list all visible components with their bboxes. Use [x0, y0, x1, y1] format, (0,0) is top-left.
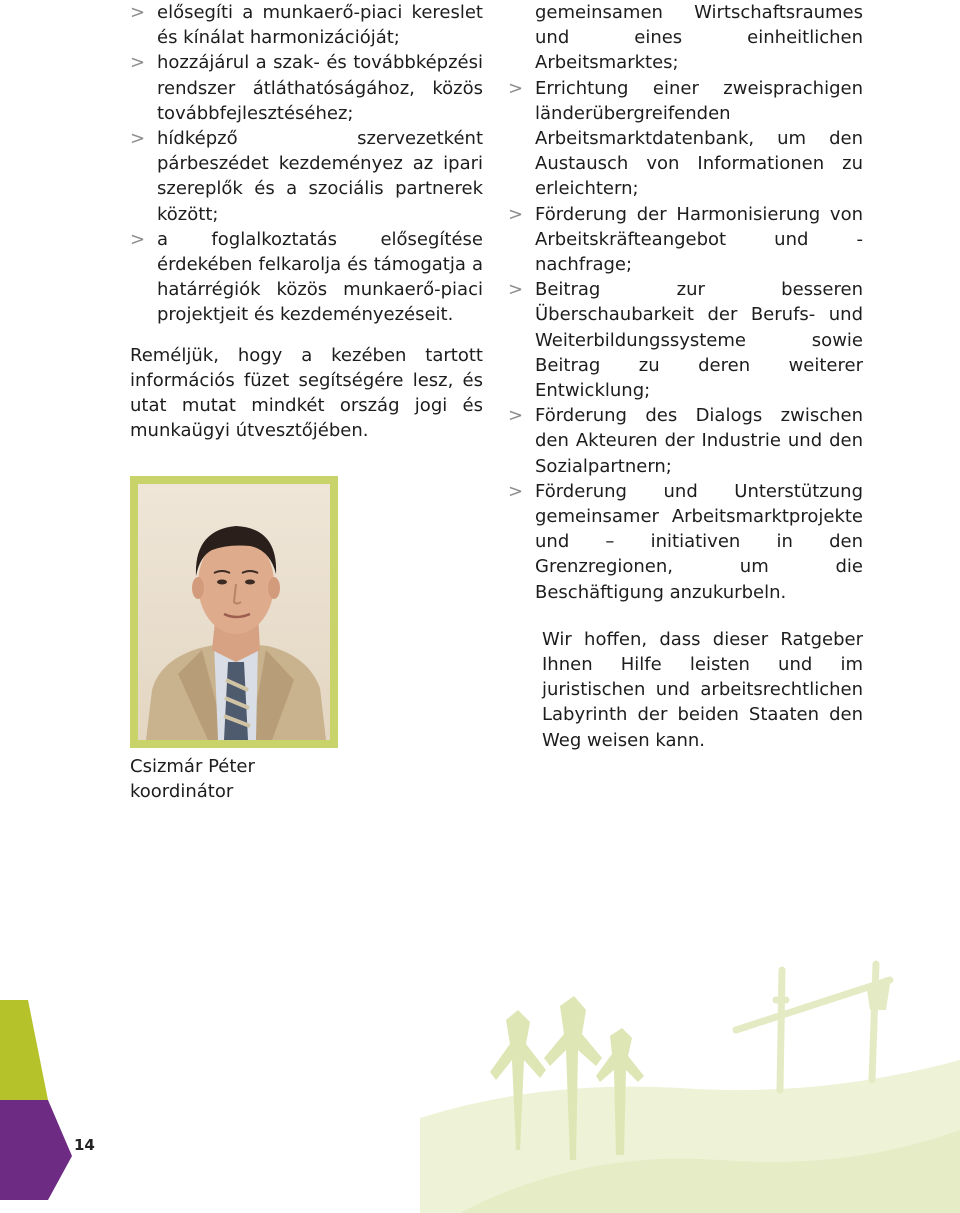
- person-name: Csizmár Péter: [130, 756, 255, 777]
- bullet-marker: >: [508, 405, 524, 427]
- list-item-text: elősegíti a munkaerő-piaci kereslet és kínálat harmonizációját;: [157, 2, 483, 49]
- portrait-caption: [130, 754, 255, 804]
- list-item-text: hozzájárul a szak- és továbbképzési rendszer átláthatóságához, közös továbbfejlesztéséhez;: [157, 52, 483, 124]
- bullet-marker: >: [130, 2, 146, 23]
- bullet-marker: >: [130, 128, 146, 150]
- closing-paragraph-de: Wir hoffen, dass dieser Ratgeber Ihnen Hilfe leisten und im juristischen und arbeitsrechtlichen Labyrinth der beiden Staaten den Weg weisen kann.: [542, 628, 863, 751]
- german-bullet-list: [508, 76, 863, 605]
- portrait-frame: [130, 476, 338, 748]
- list-item-text: Förderung des Dialogs zwischen den Akteuren der Industrie und den Sozialpartnern;: [535, 405, 863, 477]
- list-item: [130, 227, 483, 328]
- list-item: [508, 76, 863, 202]
- landscape-illustration: [420, 940, 960, 1213]
- list-item: [508, 403, 863, 479]
- bullet-marker: >: [508, 279, 524, 301]
- bullet-marker: >: [508, 203, 524, 225]
- bullet-marker: >: [508, 77, 524, 99]
- list-item-text: Förderung der Harmonisierung von Arbeitskräfteangebot und -nachfrage;: [535, 203, 863, 276]
- bullet-marker: >: [508, 480, 524, 502]
- left-column: [130, 0, 483, 443]
- hungarian-bullet-list: [130, 0, 483, 328]
- page-edge-arrow-decoration: [0, 1000, 80, 1213]
- portrait-photo: [138, 484, 330, 740]
- list-item: [508, 202, 863, 278]
- bullet-marker: >: [130, 228, 146, 250]
- bullet-marker: >: [130, 52, 146, 74]
- list-item-text: Förderung und Unterstützung gemeinsamer Arbeitsmarktprojekte und – initiativen in den Grenzregionen, um die Beschäftigung anzukurbeln.: [535, 480, 863, 603]
- list-item: [508, 479, 863, 605]
- list-item-text: a foglalkoztatás elősegítése érdekében felkarolja és támogatja a határrégiók közös munkaerő-piaci projektjeit és kezdeményezéseit.: [157, 228, 483, 326]
- right-column: [508, 0, 863, 753]
- list-item: [508, 277, 863, 403]
- list-item: [130, 126, 483, 227]
- list-item-text: Beitrag zur besseren Überschaubarkeit der Berufs- und Weiterbildungssysteme sowie Beitrag zu deren weiterer Entwicklung;: [535, 279, 863, 402]
- page-number: 14: [74, 1136, 95, 1154]
- list-item-text: hídképző szervezetként párbeszédet kezdeményez az ipari szereplők és a szociális partnerek között;: [157, 128, 483, 225]
- continuation-text: gemeinsamen Wirtschaftsraumes und eines einheitlichen Arbeitsmarktes;: [535, 2, 863, 74]
- list-item: [130, 50, 483, 126]
- closing-paragraph-hu: Reméljük, hogy a kezében tartott információs füzet segítségére lesz, és utat mutat mindkét ország jogi és munkaügyi útvesztőjében.: [130, 344, 483, 442]
- person-role: koordinátor: [130, 781, 234, 803]
- list-item-text: Errichtung einer zweisprachigen länderübergreifenden Arbeitsmarktdatenbank, um den Austausch von Informationen zu erleichtern;: [535, 77, 863, 200]
- list-item: [130, 0, 483, 50]
